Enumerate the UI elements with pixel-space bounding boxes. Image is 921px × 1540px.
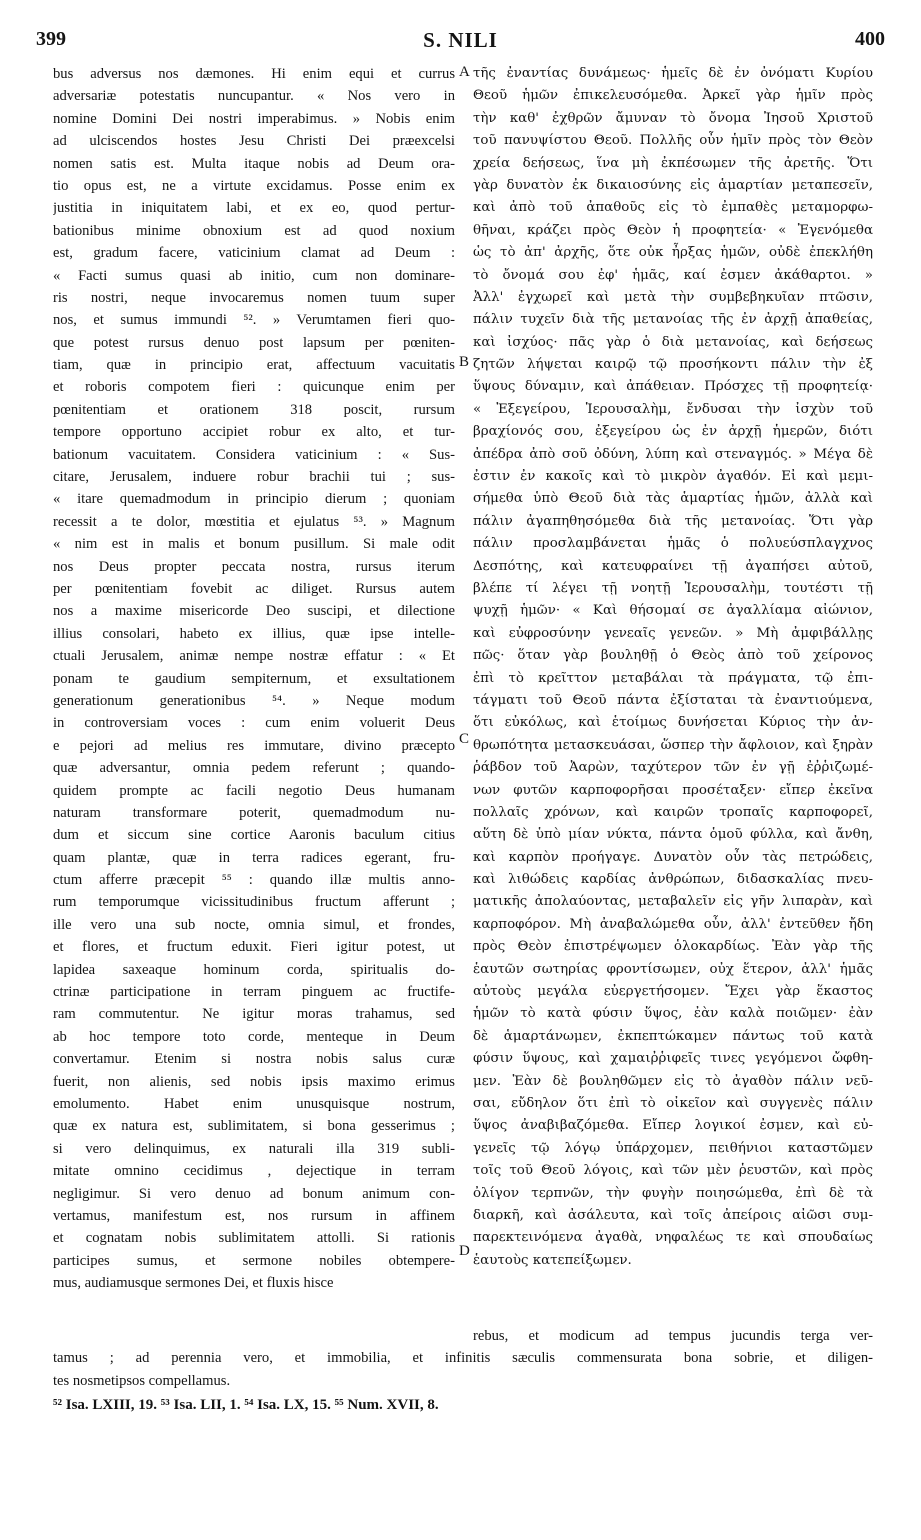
latin-text-line: nos a maxime misericorde Deo suscipi, et dilectione [53,603,455,620]
latin-text-line: que potest rursus denuo post lapsum per pœniten- [53,334,455,351]
closing-text-line: tamus ; ad perennia vero, et immobilia, et infinitis sæculis commensurata bona sobrie, et diligen- [53,1350,873,1367]
latin-text-line: justitia in iniquitatem labi, et ex eo, quod pertur- [53,200,455,217]
latin-text-line: recessit a te dolor, mœstitia et ejulatus ⁵³. » Magnum [53,513,455,530]
greek-text-line: ἐπὶ τὸ κρεῖττον μεταβάλαι τὰ πράγματα, τῷ ἐπι- [473,670,873,686]
latin-text-line: citare, Jerusalem, induere robur brachii tui ; sus- [53,469,455,486]
greek-text-line: νων φυτῶν καρποφορῆσαι προσέταξεν· εἴπερ ἐκεῖνα [473,782,873,798]
greek-text-line: θρωπότητα μετασκευάσαι, ὥσπερ τὴν ἄφλοιον, καὶ ξηρὰν [473,737,873,753]
greek-text-line: τὸ ὄνομά σου ἐφ' ἡμᾶς, καί ἐσμεν ἀκάθαρτοι. » [473,267,873,283]
greek-text-line: χρεία δεήσεως, ἵνα μὴ ἐκπέσωμεν τῆς ἀρετῆς. Ὅτι [473,155,873,171]
latin-column [53,63,455,1294]
latin-text-line: « Facti sumus quasi ab initio, cum non dominare- [53,267,455,284]
latin-text-line: per pœnitentiam fovebit ac diliget. Rursus autem [53,580,455,597]
latin-text-line: mitate omnino cecidimus , dejectique in terram [53,1163,455,1180]
right-page-number: 400 [855,28,885,50]
latin-text-line: quæ ex natura est, sublimitatem, si bona gesserimus ; [53,1118,455,1135]
greek-text-line: τάγματι τοῦ Θεοῦ πάντα ἐξίσταται τὰ ἐναντιούμενα, [473,692,873,708]
greek-text-line: τοῖς τοῦ Θεοῦ λόγοις, καὶ τῶν μὲν ῥευστῶν, καὶ πρὸς [473,1163,873,1179]
greek-text-line: αὐτοὺς μεγάλα εὐεργετήσομεν. Ἔχει γὰρ ἕκαστος [473,984,873,1000]
greek-text-line: καρποφόρον. Μὴ ἀναβαλώμεθα οὖν, ἀλλ' ἐντεῦθεν ἤδη [473,916,873,932]
latin-text-line: vertamus, manifestum est, nos rursum in affinem [53,1207,455,1224]
greek-text-line: καὶ ἰσχύος· πᾶς γὰρ ὁ διὰ μετανοίας, καὶ δεήσεως [473,334,873,350]
latin-text-line: e pejori ad melius res immutare, divino præcepto [53,737,455,754]
latin-text-line: « nim est in malis et bonum pusillum. Si male odit [53,536,455,553]
latin-text-line: ab hoc tempore toto corde, menteque in Deum [53,1028,455,1045]
closing-text-line: tes nosmetipsos compellamus. [53,1372,231,1389]
latin-text-line: quam plantæ, quæ in terra radices egerant, fru- [53,849,455,866]
greek-text-line: ὀλίγον τερπνῶν, τὴν φυγὴν ποιησώμεθα, ἐπὶ δὲ τὰ [473,1185,873,1201]
latin-text-line: tiam, quæ in principio erat, affectuum vacuitatis [53,357,455,374]
latin-text-line: ille vero una sub nocte, omnia simul, et frondes, [53,916,455,933]
latin-text-line: in controversiam voces : cum enim voluerit Deus [53,715,455,732]
greek-text-line: καὶ λιθώδεις καρδίας ἀνθρώπων, διδασκαλίας πνευ- [473,872,873,888]
greek-column [473,63,873,1272]
latin-text-line: ram commutentur. Ne igitur moras trahamus, sed [53,1006,455,1023]
latin-text-line: nos, et sumus immundi ⁵². » Verumtamen fieri quo- [53,312,455,329]
margin-marker-c: C [459,731,470,747]
latin-text-line: ris nostri, neque invocaremus nomen tuum super [53,289,455,306]
greek-text-line: παρεκτεινόμενα ἀγαθὰ, νηφαλέως τε καὶ σπουδαίως [473,1230,873,1246]
greek-text-line: ῥάβδον τοῦ Ἀαρὼν, ταχύτερον τῶν ἐν γῇ ἐῤῥιζωμέ- [473,760,873,776]
latin-text-line: negligimur. Si vero denuo ad bonum animum con- [53,1185,455,1202]
latin-text-line: et cognatam nobis sublimitatem attolli. Si rationis [53,1230,455,1247]
footnotes: ⁵² Isa. LXIII, 19. ⁵³ Isa. LII, 1. ⁵⁴ Isa. LX, 15. ⁵⁵ Num. XVII, 8. [53,1397,439,1413]
greek-text-line: ζητῶν λήψεται καιρῷ τῷ προσήκοντι πάλιν τὴν ἐξ [473,357,873,373]
latin-text-line: generationum generationibus ⁵⁴. » Neque modum [53,692,455,709]
latin-text-line: « itare quemadmodum in principio dierum ; quoniam [53,491,455,508]
latin-text-line: lapidea saxeaque hominum corda, spiritualis do- [53,961,455,978]
latin-text-line: quæ adversantur, omnia pedem referunt ; quando- [53,760,455,777]
latin-text-line: tio opus est, ne a virtute excidamus. Posse enim ex [53,177,455,194]
latin-text-line: emolumento. Habet enim unusquisque nostrum, [53,1095,455,1112]
greek-text-line: μεν. Ἐὰν δὲ βουληθῶμεν εἰς τὸ ἀγαθὸν πάλιν νεῦ- [473,1073,873,1089]
latin-text-line: adversariæ potestatis nuncupantur. « Nos vero in [53,88,455,105]
greek-text-line: γενεῖς τῷ λόγῳ ὑπάρχομεν, πειθήνιοι καταστῶμεν [473,1140,873,1156]
closing-text-line: rebus, et modicum ad tempus jucundis terga ver- [473,1328,873,1344]
latin-text-line: bationibus minime obnoxium est ad quod noxium [53,222,455,239]
greek-text-line: ἑαυτοὺς κατεπείξωμεν. [473,1252,632,1268]
latin-text-line: ctrinæ participatione in terram pinguem ac fructife- [53,984,455,1001]
greek-text-line: Ἀλλ' ἐγχωρεῖ καὶ μετὰ τὴν συμβεβηκυῖαν πτῶσιν, [473,289,873,305]
greek-text-line: τὴν καθ' ἐχθρῶν ἄμυναν τὸ ὄνομα Ἰησοῦ Χριστοῦ [473,110,873,126]
latin-text-line: nomine Domini Dei nostri imperabimus. » Nobis enim [53,110,455,127]
greek-text-line: βραχίονός σου, ἐξεγείρου ὡς ἐν ἀρχῇ ἡμερῶν, διότι [473,424,873,440]
greek-text-line: θῆναι, κράζει πρὸς Θεὸν ἡ προφητεία· « Ἐγενόμεθα [473,222,873,238]
greek-text-line: δὲ ἁμαρτάνωμεν, ἐκπεπτώκαμεν πάντως τοῦ κατὰ [473,1028,873,1044]
latin-text-line: et roboris compotem fieri : quicunque enim per [53,379,455,396]
greek-text-line: Θεοῦ ἡμῶν ἐπικελευσόμεθα. Ἀρκεῖ γὰρ ἡμῖν πρὸς [473,88,873,104]
left-page-number: 399 [36,28,66,50]
greek-text-line: πολλαῖς χρόνων, καὶ καιρῶν τροπαῖς καρποφορεῖ, [473,804,873,820]
latin-text-line: si vero delinquimus, ex naturali illa 319 subli- [53,1140,455,1157]
greek-text-line: « Ἐξεγείρου, Ἱερουσαλὴμ, ἔνδυσαι τὴν ἰσχὺν τοῦ [473,401,873,417]
greek-text-line: καὶ εὐφροσύνην γενεαῖς γενεῶν. » Μὴ ἀμφιβάλλῃς [473,625,873,641]
latin-text-line: est, gradum facere, vaticinium clamat ad Deum : [53,245,455,262]
running-title: S. NILI [423,28,498,52]
greek-text-line: Δεσπότης, καὶ κατευφραίνει τῇ ἀγαπήσει αὐτοῦ, [473,558,873,574]
greek-text-line: πρὸς Θεὸν ἐπιστρέψωμεν ὁλοκαρδίως. Ἐὰν γὰρ τῆς [473,939,873,955]
greek-text-line: σήμεθα ὑπὸ Θεοῦ διὰ τὰς ἁμαρτίας ἡμῶν, ἀλλὰ καὶ [473,491,873,507]
margin-marker-d: D [459,1243,470,1259]
greek-text-line: ὡς τὸ ἀπ' ἀρχῆς, ὅτε οὐκ ἦρξας ἡμῶν, οὐδὲ ἐπεκλήθη [473,245,873,261]
latin-text-line: ctuali Jerusalem, animæ nempe nostræ effatur : « Et [53,648,455,665]
latin-text-line: bus adversus nos dæmones. Hi enim equi et currus [53,66,455,82]
greek-text-line: ἑαυτῶν σωτηρίας φροντίσωμεν, οὐχ ἕτερον, ἀλλ' ἡμᾶς [473,961,873,977]
greek-text-line: ἀπέδρα ἀπὸ σοῦ ὀδύνη, λύπη καὶ στεναγμός. » Μέγα δὲ [473,446,873,462]
latin-text-line: dum et siccum sine cortice Aaronis baculum citius [53,827,455,844]
greek-text-line: πάλιν τυχεῖν διὰ τῆς μετανοίας τῆς ἐν ἀρχῇ ἀπαθείας, [473,312,873,328]
margin-marker-a: A [459,64,470,80]
greek-text-line: φύσιν ὕψους, καὶ χαμαιῤῥιφεῖς τινες γεγόμενοι ὤφθη- [473,1051,873,1067]
greek-text-line: καὶ καρπὸν προήγαγε. Δυνατὸν οὖν τὰς πετρώδεις, [473,849,873,865]
latin-text-line: pœnitentiam et orationem 318 poscit, rursum [53,401,455,418]
greek-text-line: ματικῆς ἀπολαύοντας, μεταβαλεῖν εἰς γῆν λιπαρὰν, καὶ [473,894,873,910]
greek-text-line: πάλιν ἀγαπηθησόμεθα διὰ τῆς μετανοίας. Ὅτι γὰρ [473,513,873,529]
greek-text-line: καὶ ἀπὸ τοῦ ἀπαθοῦς εἰς τὸ ἐμπαθὲς μεταμορφω- [473,200,873,216]
greek-text-line: σαι, εὔδηλον ὅτι ἐπὶ τὸ οἰκεῖον καὶ συγγενὲς πάλιν [473,1095,873,1111]
greek-text-line: διαρκῆ, καὶ ἀσάλευτα, καὶ τοῖς ἀπείροις αἰῶσι συμ- [473,1207,873,1223]
greek-text-line: αὕτη δὲ ὑπὸ μίαν νύκτα, πάντα ὁμοῦ φύλλα, καὶ ἄνθη, [473,827,873,843]
latin-text-line: ad ulciscendos hostes Jesu Christi Dei præexcelsi [53,133,455,150]
greek-text-line: βλέπε τί λέγει τῇ νοητῇ Ἱερουσαλὴμ, τουτέστι τῇ [473,580,873,596]
page-header [0,28,921,62]
latin-text-line: tempore opportuno accipiet robur ex alto, et tur- [53,424,455,441]
greek-text-line: ὕψος ἀναβιβαζόμεθα. Εἴπερ λογικοί ἐσμεν, καὶ εὐ- [473,1118,873,1134]
greek-text-line: ὅτι εὐκόλως, καὶ ἑτοίμως δυνήσεται Κύριος τὴν ἀν- [473,715,873,731]
latin-text-line: illius consolari, habeto ex illius, quæ ipse intelle- [53,625,455,642]
greek-text-line: πάλιν προσλαμβάνεται ἡμᾶς ὁ πολυεύσπλαγχνος [473,536,873,552]
greek-text-line: ψυχῇ ἡμῶν· « Καὶ θήσομαί σε ἀγαλλίαμα αἰώνιον, [473,603,873,619]
latin-text-line: nos Deus propter peccata nostra, rursus iterum [53,558,455,575]
latin-text-line: fuerit, non alienis, sed nobis ipsis maximo erimus [53,1073,455,1090]
latin-text-line: participes sumus, et sermone nobiles obtempere- [53,1252,455,1269]
latin-text-line: ponam te gaudium sempiternum, et exsultationem [53,670,455,687]
latin-text-line: nomen satis est. Multa itaque nobis ad Deum ora- [53,155,455,172]
latin-text-line: bationum vacuitatem. Considera vaticinium : « Sus- [53,446,455,463]
greek-text-line: γὰρ δυνατὸν ἐκ δικαιοσύνης εἰς ἁμαρτίαν μεταπεσεῖν, [473,177,873,193]
latin-text-line: convertamur. Etenim si nostra nobis salus curæ [53,1051,455,1068]
margin-marker-b: B [459,354,470,370]
latin-text-line: naturam transformare poterit, quemadmodum nu- [53,804,455,821]
greek-text-line: ἡμῶν τὸ κατὰ φύσιν ὕψος, ἐὰν καλὰ ποιῶμεν· ἐὰν [473,1006,873,1022]
latin-text-line: et flores, et fructum eduxit. Fieri igitur potest, ut [53,939,455,956]
greek-text-line: τοῦ πανυψίστου Θεοῦ. Πολλῆς οὖν ἡμῖν πρὸς τὸν Θεὸν [473,133,873,149]
latin-text-line: ctum afferre præcepit ⁵⁵ : quando illæ multis anno- [53,872,455,889]
greek-text-line: ἐστιν ἐν κακοῖς καὶ τὸ μικρὸν ἀγαθόν. Εἰ καὶ μεμι- [473,469,873,485]
latin-text-line: mus, audiamusque sermones Dei, et fluxis hisce [53,1275,334,1292]
greek-text-line: πῶς· ὅταν γὰρ βουληθῇ ὁ Θεὸς ἀπὸ τοῦ χείρονος [473,648,873,664]
latin-text-line: quidem prompte ac facili negotio Deus humanam [53,782,455,799]
latin-text-line: rum temporumque vicissitudinibus fructum afferunt ; [53,894,455,911]
greek-text-line: ὕψους δύναμιν, καὶ ἀπάθειαν. Πρόσχες τῇ προφητείᾳ· [473,379,873,395]
greek-text-line: τῆς ἐναντίας δυνάμεως· ἡμεῖς δὲ ἐν ὀνόματι Κυρίου [473,66,873,81]
